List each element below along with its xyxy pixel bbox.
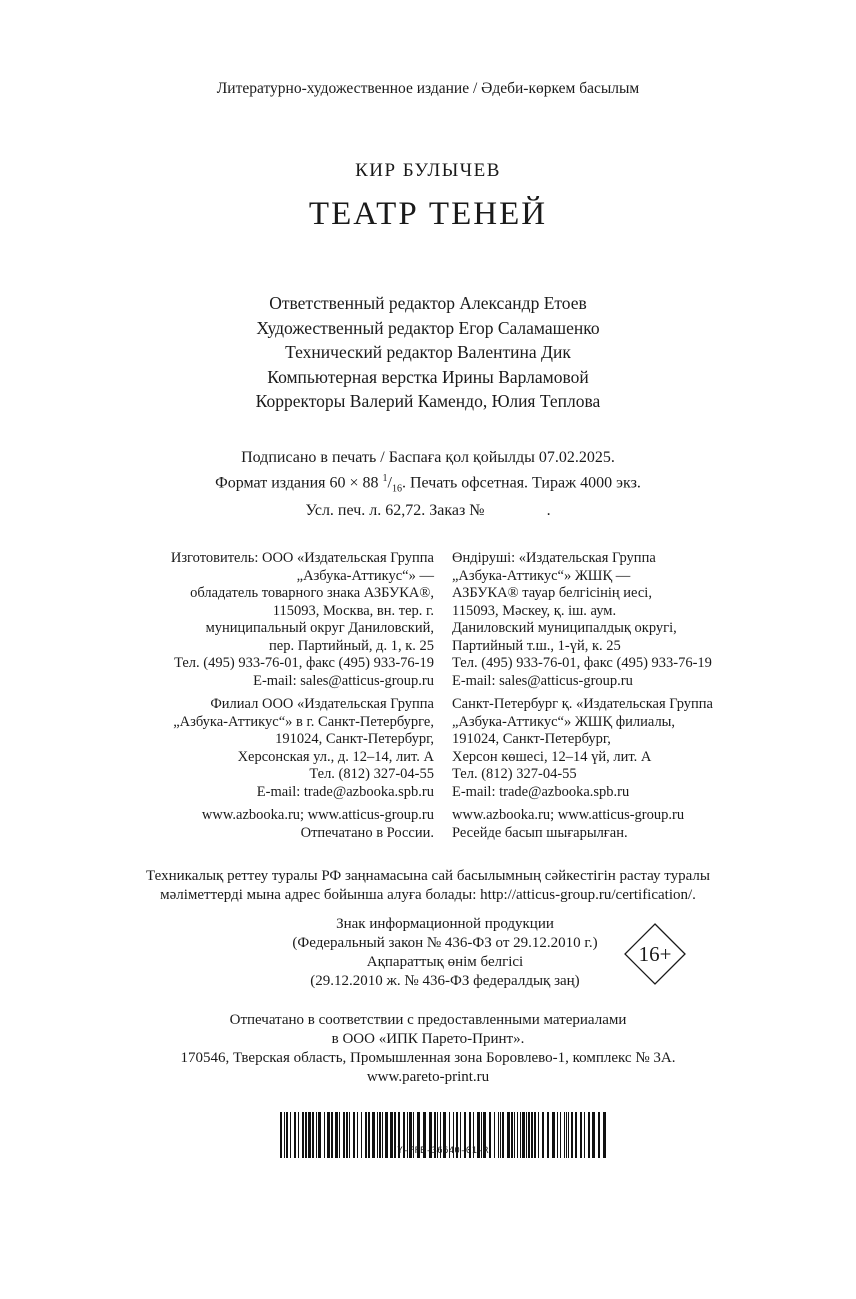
text-line: www.pareto-print.ru [366,1069,490,1085]
text-line: E-mail: trade@azbooka.spb.ru [452,783,630,800]
age-rating-text: 16+ [638,942,672,966]
branch-ru [100,696,434,801]
signed-date-line: Подписано в печать / Баспаға қол қойылды 07.02.2025. [241,449,615,466]
text-line: Тел. (495) 933-76-01, факс (495) 933-76-19 [174,655,434,671]
age-rating-badge [624,923,686,985]
text-line: Херсонская ул., д. 12–14, лит. А [237,748,434,765]
credit-line: Художественный редактор Егор Саламашенко [256,317,600,338]
sheets-text: Усл. печ. л. 62,72. Заказ № [305,501,485,519]
text-line: Ақпараттық өнім белгісі [366,954,524,970]
credit-line: Корректоры Валерий Камендо, Юлия Теплова [255,391,601,411]
text-line: Отпечатано в соответствии с предоставленными материалами [229,1012,627,1028]
text-line: (Федеральный закон № 436-ФЗ от 29.12.2010 г.) [292,935,598,951]
text-line: мәліметтерді мына адрес бойынша алуға болады: http://atticus-group.ru/certification/. [160,887,696,903]
text-line: Херсон көшесі, 12–14 үй, лит. А [452,748,652,765]
format-denominator: 16 [391,483,402,495]
text-line: 170546, Тверская область, Промышленная зона Боровлево-1, комплекс № 3А. [180,1050,676,1066]
publisher-kz-column [452,550,782,848]
print-info-block [0,447,856,521]
text-line: Даниловский муниципалдық округі, [452,620,677,636]
text-line: в ООО «ИПК Парето-Принт». [331,1031,525,1047]
text-line: обладатель товарного знака АЗБУКА®, [190,585,434,601]
text-line: „Азбука-Аттикус“» ЖШҚ филиалы, [452,713,676,730]
format-line [0,468,856,500]
text-line: Тел. (495) 933-76-01, факс (495) 933-76-19 [452,655,712,671]
format-suffix: . Печать офсетная. Тираж 4000 экз. [401,474,641,492]
text-line: „Азбука-Аттикус“» ЖШҚ — [452,567,631,584]
format-slash: / [387,474,392,492]
web-kz [452,807,782,842]
printer-info [0,1011,856,1087]
text-line: Отпечатано в России. [300,824,434,841]
publisher-ru-column [100,550,434,848]
text-line: Тел. (812) 327-04-55 [452,766,577,782]
text-line: 115093, Москва, вн. тер. г. [272,602,434,619]
text-line: E-mail: trade@azbooka.spb.ru [256,783,434,800]
text-line: 191024, Санкт-Петербург, [452,731,611,747]
edition-type-line: Литературно-художественное издание / Әдеби-көркем басылым [216,80,640,97]
text-line: Санкт-Петербург қ. «Издательская Группа [452,696,713,712]
text-line: 115093, Мәскеу, қ. іш. аум. [452,602,617,619]
text-line: АЗБУКА® тауар белгісінің иесі, [452,585,652,601]
text-line: „Азбука-Аттикус“» в г. Санкт-Петербурге, [173,713,434,730]
book-title: ТЕАТР ТЕНЕЙ [308,196,548,232]
certification-notice [0,867,856,905]
info-sign-text [270,915,620,991]
sheets-order-line [0,500,856,521]
format-prefix: Формат издания 60 × 88 [215,474,383,492]
text-line: Тел. (812) 327-04-55 [309,766,434,782]
text-line: E-mail: sales@atticus-group.ru [452,672,633,689]
text-line: Партийный т.ш., 1-үй, к. 25 [452,637,621,654]
credits-block [0,291,856,414]
text-line: пер. Партийный, д. 1, к. 25 [269,637,434,654]
credit-line: Ответственный редактор Александр Етоев [269,293,587,313]
text-line: Филиал ООО «Издательская Группа [210,696,434,712]
text-line: www.azbooka.ru; www.atticus-group.ru [201,807,434,823]
text-line: (29.12.2010 ж. № 436-ФЗ федералдық заң) [310,973,580,989]
author-name: КИР БУЛЫЧЕВ [355,160,501,181]
manufacturer-kz [452,550,782,690]
credit-line: Компьютерная верстка Ирины Варламовой [267,366,589,387]
text-line: E-mail: sales@atticus-group.ru [253,672,434,689]
text-line: „Азбука-Аттикус“» — [296,567,434,584]
text-line: муниципальный округ Даниловский, [205,620,434,636]
text-line: 191024, Санкт-Петербург, [275,731,434,747]
text-line: www.azbooka.ru; www.atticus-group.ru [452,807,685,823]
text-line: Техникалық реттеу туралы РФ заңнамасына сай басылымның сәйкестігін растау туралы [146,868,710,884]
barcode-code: Y-FFB-36640-01-R [397,1146,489,1156]
text-line: Знак информационной продукции [336,916,554,932]
text-line: Өндіруші: «Издательская Группа [452,550,656,566]
text-line: Изготовитель: ООО «Издательская Группа [170,550,434,566]
credit-line: Технический редактор Валентина Дик [285,342,571,362]
manufacturer-ru [100,550,434,690]
web-ru [100,807,434,842]
format-numerator: 1 [382,473,388,484]
text-line: Ресейде басып шығарылған. [452,824,628,841]
branch-kz [452,696,782,801]
sheets-end: . [546,501,551,519]
